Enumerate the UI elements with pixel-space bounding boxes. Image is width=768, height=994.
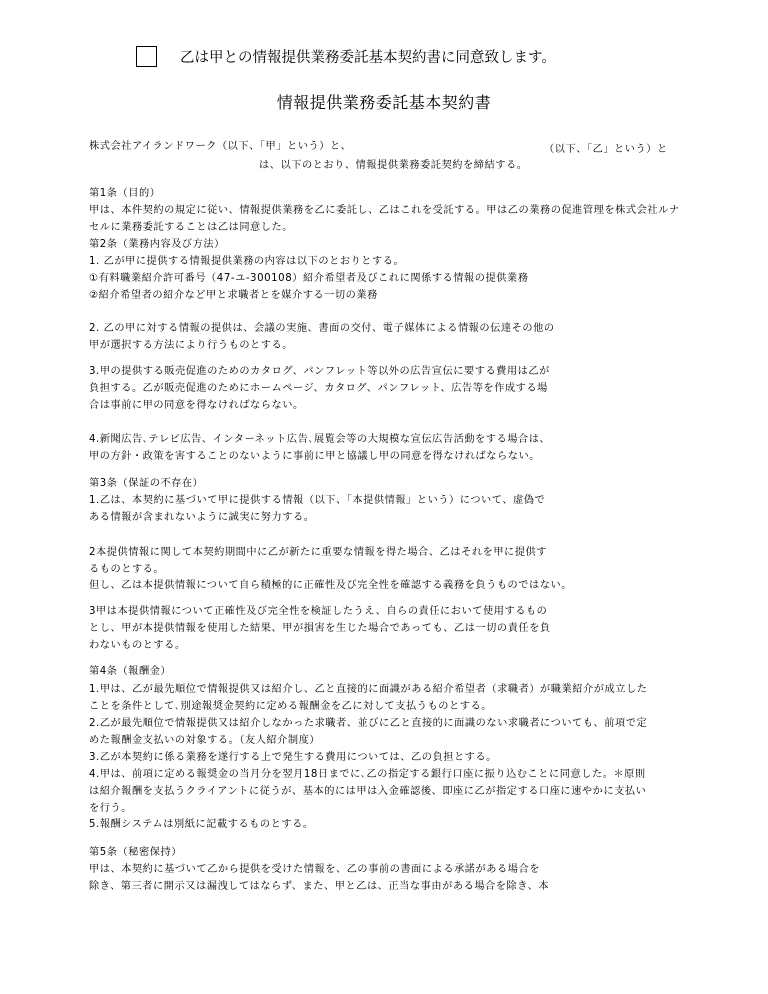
document-title: 情報提供業務委託基本契約書: [276, 93, 492, 112]
contract-line: 1.乙は、本契約に基づいて甲に提供する情報（以下、「本提供情報」という）について、虚偽で: [89, 495, 546, 506]
contract-line: 第2条（業務内容及び方法）: [89, 239, 225, 250]
contract-line: 5.報酬システムは別紙に記載するものとする。: [89, 819, 314, 830]
agree-checkbox[interactable]: [136, 46, 157, 67]
contract-line: 第4条（報酬金）: [89, 666, 172, 677]
contract-line: 甲は、本件契約の規定に従い、情報提供業務を乙に委託し、乙はこれを受託する。甲は乙の業務の促進管理を株式会社ルナ: [89, 205, 680, 216]
contract-line: 3.乙が本契約に係る業務を遂行する上で発生する費用については、乙の負担とする。: [89, 752, 497, 763]
contract-line: とし、甲が本提供情報を使用した結果、甲が損害を生じた場合であっても、乙は一切の責任を負: [89, 623, 551, 634]
contract-line: 甲は、本契約に基づいて乙から提供を受けた情報を、乙の事前の書面による承諾がある場合を: [89, 864, 540, 875]
contract-line: 負担する。乙が販売促進のためにホームページ、カタログ、パンフレット、広告等を作成する場: [89, 383, 548, 394]
contract-line: 第5条（秘密保持）: [89, 847, 182, 858]
contract-line: 2. 乙の甲に対する情報の提供は、会議の実施、書面の交付、電子媒体による情報の伝達その他の: [89, 323, 555, 334]
contract-line: 除き、第三者に開示又は漏洩してはならず、また、甲と乙は、正当な事由がある場合を除き、本: [89, 881, 550, 892]
contract-line: セルに業務委託することは乙は同意した。: [89, 222, 294, 233]
contract-line: は紹介報酬を支払うクライアントに従うが、基本的には甲は入金確認後、即座に乙が指定する口座に速やかに支払い: [89, 786, 647, 797]
contract-line: ことを条件として､別途報奨金契約に定める報酬金を乙に対して支払うものとする。: [89, 701, 492, 712]
contract-line: ②紹介希望者の紹介など甲と求職者とを媒介する一切の業務: [89, 290, 378, 301]
contract-line: 甲の方針・政策を害することのないように事前に甲と協議し甲の同意を得なければならない。: [89, 451, 540, 462]
contract-line: わないものとする。: [89, 640, 186, 651]
agreement-row: [136, 46, 556, 67]
contract-line: 3.甲の提供する販売促進のためのカタログ、パンフレット等以外の広告宣伝に要する費用は乙が: [89, 366, 550, 377]
contract-line: めた報酬金支払いの対象する。（友人紹介制度）: [89, 735, 321, 746]
contract-line: 3甲は本提供情報について正確性及び完全性を検証したうえ、自らの責任において使用するもの: [89, 606, 548, 617]
contract-line: 1.甲は、乙が最先順位で情報提供又は紹介し、乙と直接的に面識がある紹介希望者（求職者）が職業紹介が成立した: [89, 684, 648, 695]
agree-label: 乙は甲との情報提供業務委託基本契約書に同意致します。: [180, 50, 556, 66]
contract-line: 第3条（保証の不存在）: [89, 478, 204, 489]
contract-line: 4.甲は、前項に定める報奨金の当月分を翌月18日までに､乙の指定する銀行口座に振り込むことに同意した。＊原則: [89, 769, 646, 780]
party-line-right: （以下、「乙」という）と: [544, 144, 668, 155]
contract-line: 4.新聞広告､テレビ広告、インターネット広告､展覧会等の大規模な宣伝広告活動をする場合は、: [89, 434, 551, 445]
contract-line: 2.乙が最先順位で情報提供又は紹介しなかった求職者、並びに乙と直接的に面識のない求職者についても、前項で定: [89, 718, 648, 729]
party-line-second: は、以下のとおり、情報提供業務委託契約を締結する。: [259, 160, 528, 171]
contract-line: 合は事前に甲の同意を得なければならない。: [89, 400, 304, 411]
contract-line: 第1条（目的）: [89, 188, 161, 199]
party-line-left: 株式会社アイランドワーク（以下、「甲」という）と、: [89, 141, 352, 152]
contract-line: ①有料職業紹介許可番号（47-ユ-300108）紹介希望者及びこれに関係する情報の提供業務: [89, 273, 529, 284]
contract-line: 1. 乙が甲に提供する情報提供業務の内容は以下のとおりとする。: [89, 256, 405, 267]
contract-line: 甲が選択する方法により行うものとする。: [89, 340, 294, 351]
contract-line: ある情報が含まれないように誠実に努力する。: [89, 512, 315, 523]
contract-line: を行う。: [89, 803, 132, 814]
contract-line: 2本提供情報に関して本契約期間中に乙が新たに重要な情報を得た場合、乙はそれを甲に提供す: [89, 547, 548, 558]
contract-line: 但し、乙は本提供情報について自ら積極的に正確性及び完全性を確認する義務を負うものではない。: [89, 580, 572, 591]
contract-line: るものとする。: [89, 564, 165, 575]
